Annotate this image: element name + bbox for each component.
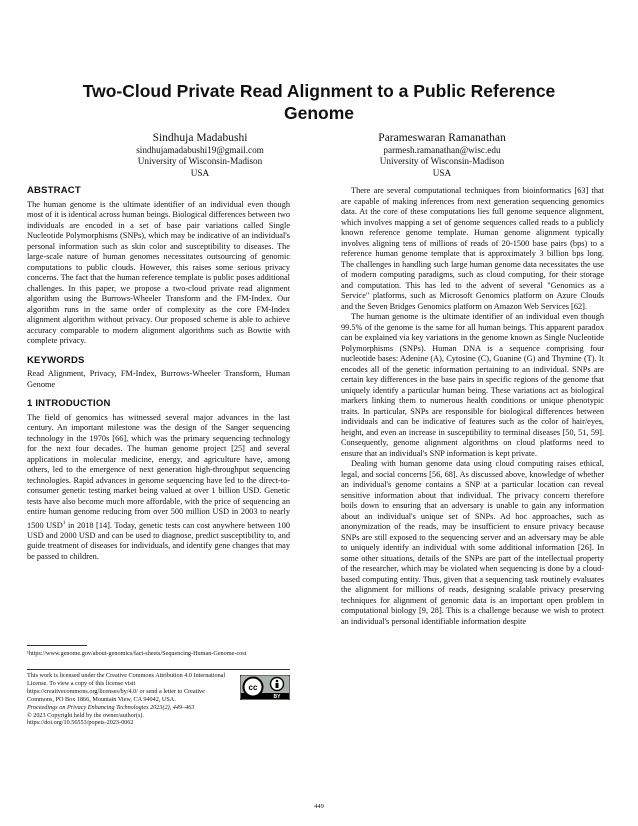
body-paragraph: The human genome is the ultimate identifier of an individual even though 99.5% of the genome is the same for all human beings. This apparent paradox can be explained via key variations in the genome known as Single Nucleotide Polymorphisms (SNPs). Human DNA is a sequence comprising four nucleotide bases: Adenine (A), Cytosine (C), Guanine (G) and Thymine (T). It encodes all of the genetic information pertaining to an individual. SNPs are certain key differences in the base pairs in specific regions of the genome that uniquely identify a particular human being. These variations act as biological markers linking them to numerous health conditions or unique phenotypic traits. In particular, SNPs are responsible for biological differences between individuals and can be indicative of features such as the color of hair/eyes, height, and even an increase in susceptibility to terminal diseases [50, 51, 59]. Consequently, genome alignment algorithms on cloud platforms need to ensure that an individual's SNP information is kept private.: [341, 312, 604, 458]
keywords-text: Read Alignment, Privacy, FM-Index, Burrows-Wheeler Transform, Human Genome: [27, 369, 290, 389]
page-number: 449: [314, 803, 324, 810]
license-text: This work is licensed under the Creative Commons Attribution 4.0 International License. To view a copy of this license visit https://creativecommons.org/licenses/by/4.0/ or send a letter to Creative Commons, PO Box 1866, Mountain View, CA 94042, USA.: [27, 672, 226, 703]
intro-text-part: The field of genomics has witnessed several major advances in the last century. An important milestone was the design of the Sanger sequencing technology in the 1970s [66], which was the primary sequencing technology for the next four decades. The human genome project [25] and several applications in molecular medicine, energy, and agriculture have, among others, led to the emergence of next generation high-throughput sequencing technologies. Rapid advances in genome sequencing have led to the direct-to-consumer genetic testing market being valued at over 1 billion USD. Genetic tests have also become much more affordable, with the price of sequencing an entire human genome reducing from over 500 million USD in 2003 to nearly 1500 USD: [27, 412, 290, 530]
author-block: [90, 131, 310, 179]
author-name: Sindhuja Madabushi: [152, 132, 248, 144]
footnote-marker: 1: [62, 519, 66, 526]
doi-link[interactable]: https://doi.org/10.56553/popets-2023-0062: [27, 719, 134, 727]
keywords-heading: KEYWORDS: [27, 354, 85, 366]
author-country: USA: [432, 167, 452, 178]
abstract-text: The human genome is the ultimate identifier of an individual even though most of it is identical across human beings. Biological differences between two individuals are encoded in a set of base pair variations called Single Nucleotide Polymorphisms (SNPs), which may be indicative of an individual's personal information such as skin color and susceptibility to diseases. The large-scale nature of human genomes necessitates outsourcing of genomic computations to public clouds. However, this raises some serious privacy concerns. The fact that the human reference template is public poses additional challenges. In this paper, we propose a two-cloud private read alignment algorithm using the Burrows-Wheeler Transform and the FM-Index. Our algorithm runs in the same order of complexity as the core FM-Index alignment algorithm without privacy. Our proposed scheme is able to achieve accuracy comparable to modern alignment algorithms such as Bowtie with complete privacy.: [27, 199, 290, 345]
paper-title: Two-Cloud Private Read Alignment to a Public Reference Genome: [82, 81, 556, 123]
license-divider: [27, 669, 290, 670]
author-affiliation: University of Wisconsin-Madison: [137, 156, 263, 167]
author-affiliation: University of Wisconsin-Madison: [379, 156, 505, 167]
cc-by-license-icon: [240, 675, 290, 700]
author-country: USA: [190, 167, 210, 178]
footnote-divider: [27, 645, 87, 646]
body-paragraph: Dealing with human genome data using cloud computing raises ethical, legal, and social concerns [56, 68]. As discussed above, knowledge of whether an individual's genome contains a SNP at a particular location can reveal sensitive information about that individual. The privacy concern therefore boils down to ensuring that an adversary is unable to gain any information about an individual's unique set of SNPs. Ad hoc approaches, such as anonymization of the reads, may be insufficient to ensure privacy because SNPs are still exposed to the sequencing server and an adversary may be able to uniquely identify an individual with some additional information [26]. In some other situations, details of the SNPs are part of the intellectual property of the researcher, which may be violated when sequencing is done by a cloud-based computing entity. Thus, given that a sequencing task routinely evaluates the alignment for millions of reads, designing scalable privacy preserving techniques for alignment of genomic data is an important open problem in computational biology [9, 28]. This is a challenge because we wish to protect an individual's personal identifiable information despite: [341, 459, 604, 626]
introduction-paragraph: [27, 413, 290, 563]
copyright-notice: © 2023 Copyright held by the owner/author(s).: [27, 711, 144, 719]
svg-text:cc: cc: [248, 683, 258, 692]
left-column: [27, 186, 290, 562]
body-paragraph: There are several computational techniques from bioinformatics [63] that are capable of making inferences from next generation sequencing genomics data. At the core of these computations lies full genome sequence alignment, which involves mapping a set of genome sequences called reads to a publicly known reference genome template. Human genome alignment typically involves aligning tens of millions of reads of 20-1500 base pairs (bps) to a reference human genome template that is approximately 3 billion bps long. The challenges in handling such large human genome data necessitates the use of modern computing paradigms, such as cloud computing, for their storage and computation. This has led to the advent of several "Genomics as a Service" platforms, such as Microsoft Genomics platform on Azure Clouds and the Seven Bridges Genomics platform on Amazon Web Services [62].: [341, 186, 604, 311]
author-name: Parameswaran Ramanathan: [378, 132, 506, 144]
footnote: ¹https://www.genome.gov/about-genomics/fact-sheets/Sequencing-Human-Genome-cost: [27, 650, 247, 657]
right-column: [341, 186, 604, 627]
license-block: [27, 672, 232, 727]
introduction-heading: 1 INTRODUCTION: [27, 398, 111, 409]
author-email: parmesh.ramanathan@wisc.edu: [383, 145, 501, 155]
author-email: sindhujamadabushi19@gmail.com: [136, 145, 264, 155]
author-block: [332, 131, 552, 179]
intro-text-part: in 2018 [14]. Today, genetic tests can cost anywhere between 100 USD and 2000 USD and can be used to diagnose, predict susceptibility to, and guide treatment of diseases for individuals, and identify gene changes that may be passed to children.: [27, 520, 290, 561]
proceedings-citation: Proceedings on Privacy Enhancing Technologies 2023(2), 449–463: [27, 703, 195, 711]
abstract-heading: ABSTRACT: [27, 185, 81, 196]
cc-badge-label: BY: [273, 694, 281, 700]
